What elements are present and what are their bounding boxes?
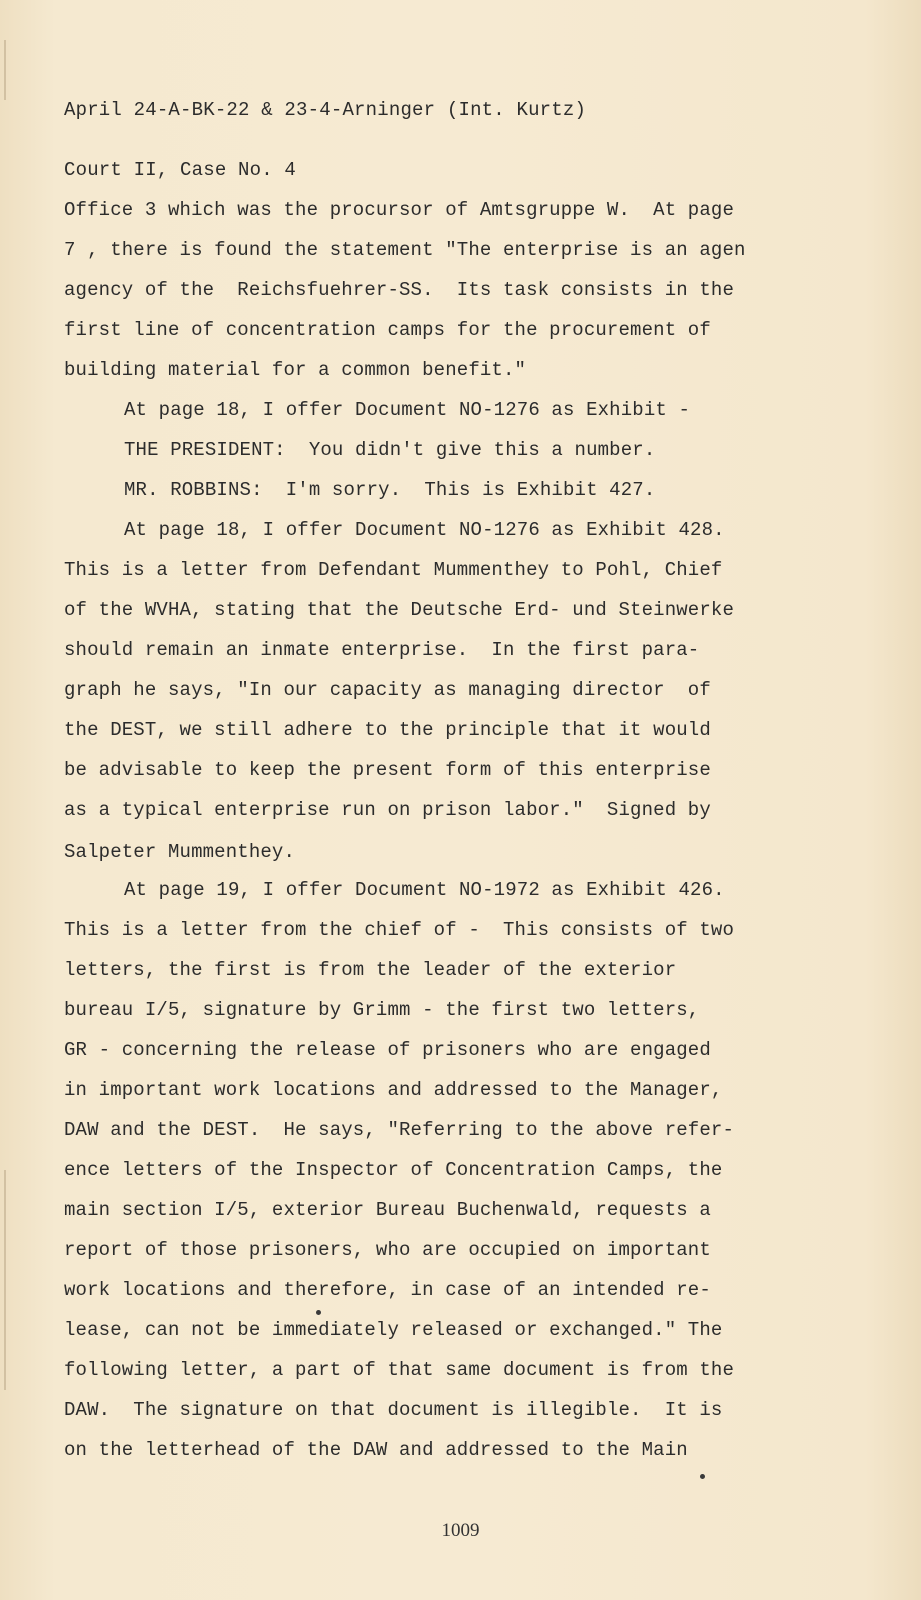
text-line: graph he says, "In our capacity as managing director of — [64, 679, 711, 701]
text-line: agency of the Reichsfuehrer-SS. Its task consists in the — [64, 279, 735, 301]
text-line: At page 19, I offer Document NO-1972 as Exhibit 426. — [124, 879, 725, 901]
text-line: Salpeter Mummenthey. — [64, 841, 296, 863]
text-line: ence letters of the Inspector of Concentration Camps, the — [64, 1159, 723, 1181]
text-line: This is a letter from the chief of - This consists of two — [64, 919, 735, 941]
header-line-case: Court II, Case No. 4 — [64, 159, 297, 181]
text-line: in important work locations and addressed to the Manager, — [64, 1079, 723, 1101]
text-line: This is a letter from Defendant Mummenthey to Pohl, Chief — [64, 559, 723, 581]
text-line: GR - concerning the release of prisoners who are engaged — [64, 1039, 711, 1061]
paper-edge-mark — [4, 1170, 6, 1390]
ink-speck — [700, 1474, 705, 1479]
text-line: THE PRESIDENT: You didn't give this a number. — [124, 439, 656, 461]
text-line: letters, the first is from the leader of the exterior — [64, 959, 677, 981]
text-line: first line of concentration camps for the procurement of — [64, 319, 711, 341]
text-line: DAW and the DEST. He says, "Referring to the above refer- — [64, 1119, 735, 1141]
text-line: bureau I/5, signature by Grimm - the first two letters, — [64, 999, 700, 1021]
text-line: MR. ROBBINS: I'm sorry. This is Exhibit 427. — [124, 479, 656, 501]
text-line: DAW. The signature on that document is illegible. It is — [64, 1399, 723, 1421]
text-line: main section I/5, exterior Bureau Buchenwald, requests a — [64, 1199, 711, 1221]
text-line: the DEST, we still adhere to the principle that it would — [64, 719, 711, 741]
text-line: At page 18, I offer Document NO-1276 as Exhibit - — [124, 399, 691, 421]
text-line: building material for a common benefit." — [64, 359, 527, 381]
text-line: as a typical enterprise run on prison labor." Signed by — [64, 799, 711, 821]
document-header — [64, 60, 586, 220]
text-line: 7 , there is found the statement "The enterprise is an agen — [64, 239, 746, 261]
text-line: lease, can not be immediately released or exchanged." The — [64, 1319, 723, 1341]
text-line: Office 3 which was the procursor of Amtsgruppe W. At page — [64, 199, 735, 221]
text-line: of the WVHA, stating that the Deutsche Erd- und Steinwerke — [64, 599, 735, 621]
page-number: 1009 — [441, 1520, 480, 1541]
header-line-reference: April 24-A-BK-22 & 23-4-Arninger (Int. Kurtz) — [64, 99, 587, 121]
text-line: following letter, a part of that same document is from the — [64, 1359, 735, 1381]
text-line: be advisable to keep the present form of this enterprise — [64, 759, 711, 781]
text-line: report of those prisoners, who are occupied on important — [64, 1239, 711, 1261]
text-line: on the letterhead of the DAW and addressed to the Main — [64, 1439, 688, 1461]
text-line: should remain an inmate enterprise. In the first para- — [64, 639, 700, 661]
paper-edge-mark — [4, 40, 6, 100]
ink-speck — [316, 1310, 321, 1315]
text-line: work locations and therefore, in case of an intended re- — [64, 1279, 711, 1301]
text-line: At page 18, I offer Document NO-1276 as Exhibit 428. — [124, 519, 725, 541]
